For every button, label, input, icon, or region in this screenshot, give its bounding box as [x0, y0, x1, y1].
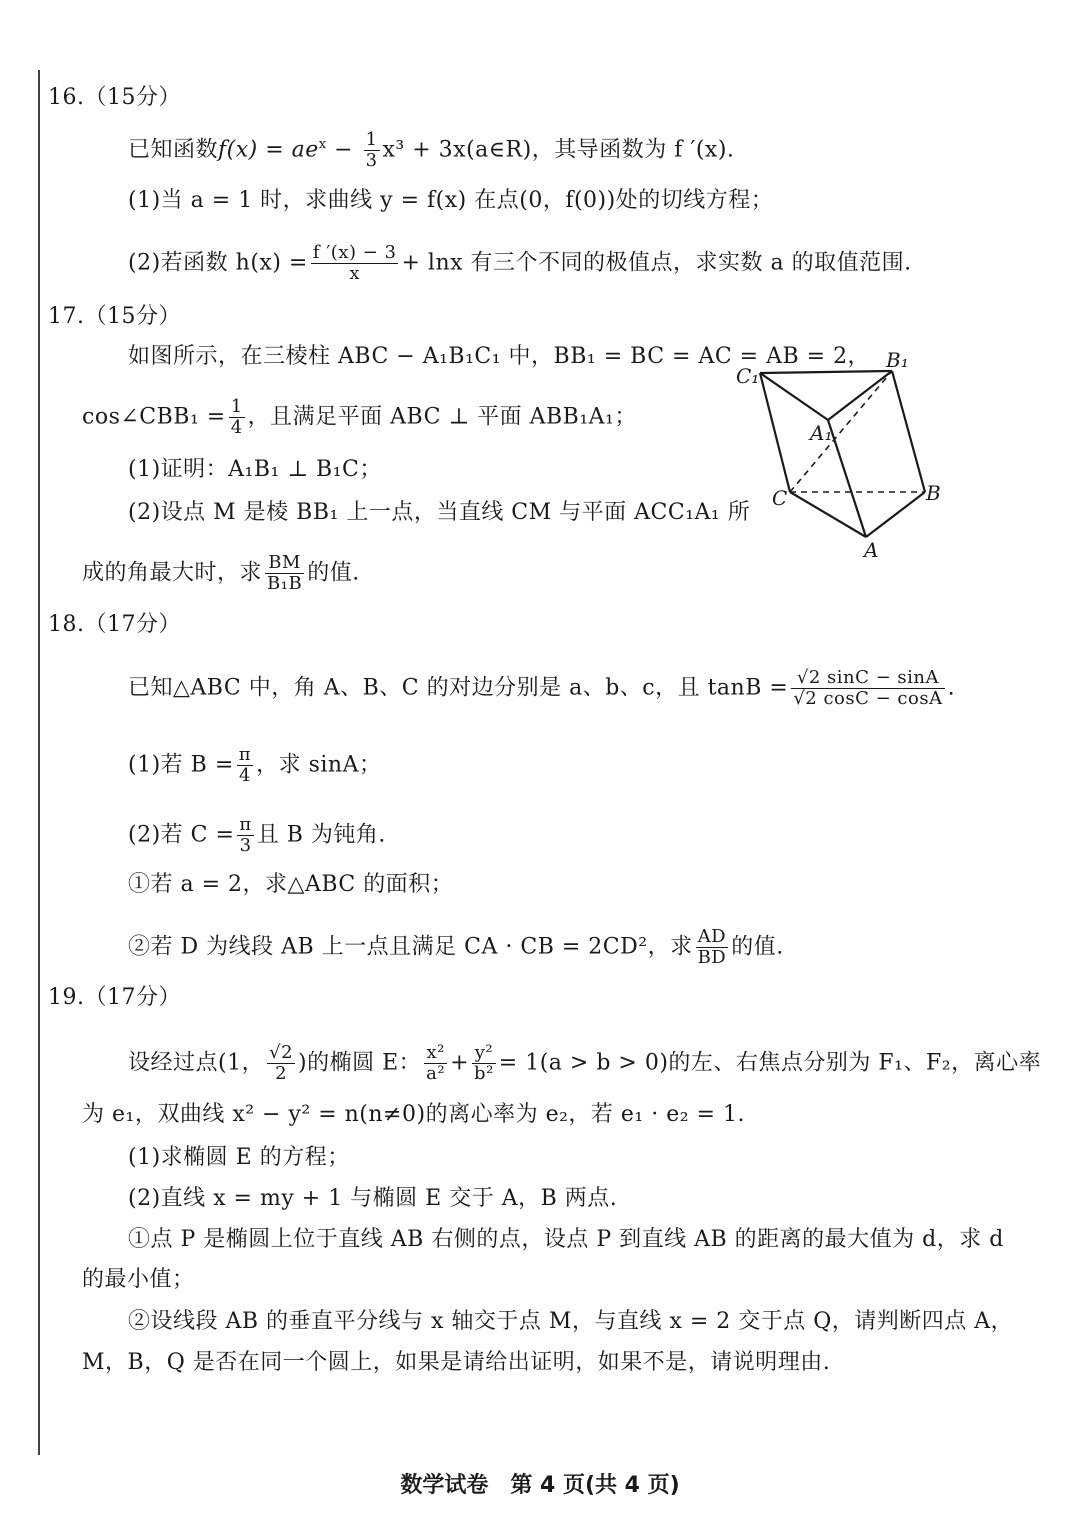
label-c1: C₁ — [736, 364, 760, 388]
frac-num: f ′(x) − 3 — [312, 242, 397, 263]
q18-stem-rest: . — [947, 675, 956, 701]
label-c: C — [772, 486, 788, 510]
q17-line2-prefix: cos∠CBB₁ = — [82, 404, 226, 430]
edge-b1-b — [892, 371, 925, 492]
label-b1: B₁ — [886, 348, 909, 372]
prism-figure — [730, 345, 960, 565]
q18-part2-rest: 且 B 为钝角. — [256, 822, 386, 848]
label-b: B — [926, 481, 941, 505]
q16-stem — [128, 130, 734, 171]
q17-line2-rest: ，且满足平面 ABC ⊥ 平面 ABB₁A₁； — [247, 404, 637, 430]
q16-stem-exp: x — [318, 137, 327, 153]
q18-part2 — [128, 815, 386, 856]
q17-part2: (2)设点 M 是棱 BB₁ 上一点，当直线 CM 与平面 ACC₁A₁ 所 — [128, 500, 751, 525]
q17-line2 — [82, 397, 637, 438]
q16-part1: (1)当 a = 1 时，求曲线 y = f(x) 在点(0，f(0))处的切线方程； — [128, 188, 774, 213]
q18-sub1: ①若 a = 2，求△ABC 的面积； — [128, 872, 454, 897]
frac-num: π — [238, 744, 252, 765]
q17-line1: 如图所示，在三棱柱 ABC − A₁B₁C₁ 中，BB₁ = BC = AC = AB = 2， — [128, 344, 871, 369]
frac-den: B₁B — [267, 573, 303, 594]
frac-num: y² — [472, 1043, 496, 1064]
edge-c1-b1 — [760, 371, 892, 373]
q17-line5-prefix: 成的角最大时，求 — [82, 560, 263, 586]
frac-den: 3 — [239, 835, 252, 856]
label-a1: A₁ — [810, 421, 833, 445]
q16-part2-prefix: (2)若函数 h(x) = — [128, 250, 308, 276]
frac-num: √2 — [269, 1042, 294, 1063]
frac-den: 3 — [365, 150, 378, 171]
q16-stem-rest: x³ + 3x(a∈R)，其导函数为 f ′(x). — [382, 137, 735, 163]
frac-num: x² — [424, 1043, 447, 1064]
q19-sub1: ①点 P 是椭圆上位于直线 AB 右侧的点，设点 P 到直线 AB 的距离的最大值为 d，求 d — [128, 1227, 1004, 1252]
q16-part2-fraction — [311, 243, 399, 284]
edge-c-b1-hidden — [790, 371, 892, 492]
q19-line2: 为 e₁，双曲线 x² − y² = n(n≠0)的离心率为 e₂，若 e₁ · e₂ = 1. — [82, 1102, 745, 1127]
q17-part1: (1)证明：A₁B₁ ⊥ B₁C； — [128, 457, 382, 482]
edge-a-b — [866, 492, 925, 537]
frac-num: BM — [265, 553, 304, 574]
q19-line1-frac2 — [424, 1043, 447, 1084]
q19-part1: (1)求椭圆 E 的方程； — [128, 1145, 350, 1170]
q18-part1-rest: ，求 sinA； — [256, 752, 382, 778]
q19-sub2-cont: M，B，Q 是否在同一个圆上，如果是请给出证明，如果不是，请说明理由. — [82, 1350, 831, 1375]
frac-den: x — [349, 263, 360, 284]
frac-den: √2 cosC − cosA — [793, 688, 943, 709]
q16-stem-fraction — [364, 130, 380, 171]
q18-part1 — [128, 745, 382, 786]
q18-sub2-rest: 的值. — [731, 934, 784, 960]
page-footer: 数学试卷 第 4 页(共 4 页) — [400, 1473, 680, 1498]
q16-stem-minus: − — [326, 137, 361, 163]
q18-part1-prefix: (1)若 B = — [128, 752, 234, 778]
q19-sub1-cont: 的最小值； — [82, 1267, 195, 1292]
q19-part2: (2)直线 x = my + 1 与椭圆 E 交于 A，B 两点. — [128, 1186, 618, 1211]
q17-line2-fraction — [229, 397, 245, 438]
q18-sub2-prefix: ②若 D 为线段 AB 上一点且满足 CA · CB = 2CD²，求 — [128, 934, 693, 960]
frac-num: AD — [696, 927, 729, 948]
q16-part2 — [128, 243, 912, 284]
q19-line1-mid: )的椭圆 E： — [298, 1050, 422, 1076]
q18-part1-fraction — [237, 745, 253, 786]
frac-den: b² — [474, 1063, 494, 1084]
q19-line1-frac1 — [267, 1043, 295, 1084]
frac-den: 2 — [275, 1063, 288, 1084]
q16-stem-func: f(x) = ae — [218, 137, 319, 163]
q18-stem — [128, 668, 955, 709]
q18-stem-prefix: 已知△ABC 中，角 A、B、C 的对边分别是 a、b、c，且 tanB = — [128, 675, 789, 701]
q19-sub2: ②设线段 AB 的垂直平分线与 x 轴交于点 M，与直线 x = 2 交于点 Q，请判断四点 A， — [128, 1309, 1014, 1334]
q17-line5-fraction — [265, 553, 304, 594]
q19-line1-frac3 — [472, 1043, 496, 1084]
frac-den: 4 — [238, 765, 251, 786]
q19-line1-prefix: 设经过点(1， — [128, 1050, 265, 1076]
frac-num: √2 sinC − sinA — [791, 668, 944, 689]
q17-heading: 17.（15分） — [48, 304, 181, 329]
edge-a1-b1 — [828, 371, 892, 420]
q16-part2-rest: + lnx 有三个不同的极值点，求实数 a 的取值范围. — [401, 250, 912, 276]
frac-den: a² — [426, 1063, 446, 1084]
edge-a1-a — [828, 420, 866, 537]
q16-stem-prefix: 已知函数 — [128, 137, 219, 163]
frac-den: 4 — [230, 417, 243, 438]
q18-part2-fraction — [237, 815, 253, 856]
frac-num: 1 — [365, 129, 378, 150]
q18-part2-prefix: (2)若 C = — [128, 822, 235, 848]
q19-line1 — [128, 1043, 1041, 1084]
q17-line5 — [82, 553, 360, 594]
q18-sub2 — [128, 927, 784, 968]
q18-stem-fraction — [791, 668, 944, 709]
page-margin-line — [38, 70, 40, 1455]
frac-num: 1 — [230, 396, 243, 417]
q18-sub2-fraction — [696, 927, 729, 968]
q16-heading: 16.（15分） — [48, 85, 181, 110]
label-a: A — [864, 538, 879, 562]
q19-heading: 19.（17分） — [48, 985, 181, 1010]
q17-line5-rest: 的值. — [307, 560, 360, 586]
q19-line1-plus: + — [450, 1050, 470, 1076]
q19-line1-rest: = 1(a > b > 0)的左、右焦点分别为 F₁、F₂，离心率 — [498, 1050, 1042, 1076]
q18-heading: 18.（17分） — [48, 612, 181, 637]
frac-den: BD — [697, 947, 727, 968]
frac-num: π — [239, 814, 252, 835]
